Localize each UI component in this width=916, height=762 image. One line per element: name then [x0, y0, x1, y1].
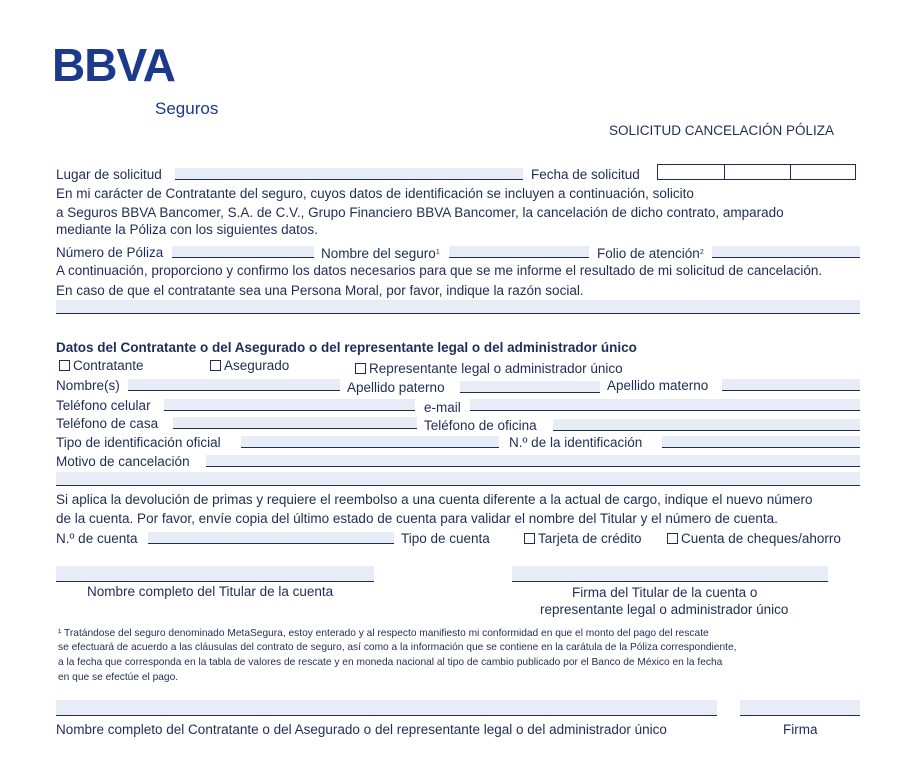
motivo-field-line2[interactable]: [56, 472, 860, 486]
asegurado-option-label: Asegurado: [224, 358, 290, 373]
proporciono-line: A continuación, proporciono y confirmo los datos necesarios para que se me informe el resultado de mi solicitud de cancelación.: [56, 263, 823, 278]
firma-field[interactable]: [740, 700, 860, 716]
fecha-label: Fecha de solicitud: [531, 167, 640, 182]
num-cuenta-label: N.º de cuenta: [56, 531, 138, 546]
nombres-field[interactable]: [128, 379, 340, 391]
tarjeta-checkbox[interactable]: [524, 533, 535, 544]
tel-celular-field[interactable]: [164, 399, 415, 411]
tel-celular-label: Teléfono celular: [56, 398, 151, 413]
intro-line-1: En mi carácter de Contratante del seguro, cuyos datos de identificación se incluyen a continuación, solicito: [56, 186, 694, 201]
email-field[interactable]: [470, 399, 860, 411]
tipo-cuenta-label: Tipo de cuenta: [401, 531, 490, 546]
tipo-id-field[interactable]: [241, 436, 499, 448]
poliza-label: Número de Póliza: [56, 245, 164, 260]
firma-label: Firma: [783, 722, 818, 737]
footnote-line-2: se efectuará de acuerdo a las cláusulas del contrato de seguro, así como a la información que se contiene en la carátula de la Póliza correspondiente,: [58, 642, 737, 653]
contratante-nombre-field[interactable]: [56, 700, 717, 716]
representante-checkbox[interactable]: [355, 363, 366, 374]
contratante-checkbox[interactable]: [59, 360, 70, 371]
tel-casa-label: Teléfono de casa: [56, 416, 159, 431]
section-title: Datos del Contratante o del Asegurado o del representante legal o del administrador único: [56, 340, 637, 355]
footnote-line-1: ¹ Tratándose del seguro denominado MetaSegura, estoy enterado y al respecto manifiesto mi conformidad en que el monto del pago del rescate: [58, 628, 709, 639]
folio-field[interactable]: [712, 246, 860, 258]
firma-titular-line-1: Firma del Titular de la cuenta o: [572, 585, 758, 600]
representante-option-label: Representante legal o administrador único: [369, 361, 623, 376]
nombre-seguro-label: Nombre del seguro$^1$: [321, 246, 440, 261]
opt-asegurado[interactable]: [210, 358, 289, 374]
fecha-box-divider: [790, 165, 791, 179]
tel-casa-field[interactable]: [173, 417, 417, 429]
firma-titular-field[interactable]: [512, 566, 828, 582]
num-cuenta-field[interactable]: [148, 532, 394, 544]
apellido-paterno-label: Apellido paterno: [347, 380, 445, 395]
opt-representante[interactable]: [355, 361, 623, 377]
firma-titular-line-2: representante legal o administrador único: [540, 602, 789, 617]
razon-social-field[interactable]: [56, 300, 860, 314]
opt-cheques[interactable]: [667, 531, 841, 547]
apellido-paterno-field[interactable]: [460, 381, 600, 393]
titular-nombre-field[interactable]: [56, 566, 374, 582]
devolucion-line-2: de la cuenta. Por favor, envíe copia del último estado de cuenta para validar el nombre del Titular y el número de cuenta.: [56, 511, 778, 526]
tel-oficina-label: Teléfono de oficina: [424, 418, 537, 433]
nombre-seguro-sup: 1: [435, 249, 440, 256]
tel-oficina-field[interactable]: [553, 419, 860, 431]
intro-line-2: a Seguros BBVA Bancomer, S.A. de C.V., Grupo Financiero BBVA Bancomer, la cancelación de dicho contrato, amparado: [56, 205, 784, 220]
logo-subtitle: Seguros: [155, 99, 219, 118]
devolucion-line-1: Si aplica la devolución de primas y requiere el reembolso a una cuenta diferente a la actual de cargo, indique el nuevo número: [56, 492, 813, 507]
motivo-field[interactable]: [206, 455, 860, 467]
email-label: e-mail: [424, 400, 461, 415]
asegurado-checkbox[interactable]: [210, 360, 221, 371]
fecha-boxes[interactable]: [657, 164, 856, 180]
logo-text: BBVA: [52, 39, 175, 91]
poliza-field[interactable]: [172, 246, 314, 258]
nombre-seguro-field[interactable]: [449, 246, 589, 258]
cheques-checkbox[interactable]: [667, 533, 678, 544]
folio-label: Folio de atención$^2$: [597, 246, 704, 261]
tarjeta-option-label: Tarjeta de crédito: [538, 531, 642, 546]
contratante-option-label: Contratante: [73, 358, 144, 373]
footnote-line-3: a la fecha que corresponda en la tabla de valores de rescate y en moneda nacional al tipo de cambio publicado por el Banco de México en la fecha: [58, 657, 723, 668]
opt-tarjeta[interactable]: [524, 531, 642, 547]
persona-moral-line: En caso de que el contratante sea una Persona Moral, por favor, indique la razón social.: [56, 283, 584, 298]
titular-nombre-label: Nombre completo del Titular de la cuenta: [87, 584, 334, 599]
bbva-logo: [52, 38, 175, 92]
tipo-id-label: Tipo de identificación oficial: [56, 435, 221, 450]
lugar-field[interactable]: [175, 168, 523, 180]
nombres-label: Nombre(s): [56, 378, 120, 393]
folio-sup: 2: [699, 249, 704, 256]
form-title: SOLICITUD CANCELACIÓN PÓLIZA: [609, 123, 835, 138]
lugar-label: Lugar de solicitud: [56, 167, 162, 182]
cheques-option-label: Cuenta de cheques/ahorro: [681, 531, 841, 546]
opt-contratante[interactable]: [59, 358, 144, 374]
intro-line-3: mediante la Póliza con los siguientes datos.: [56, 222, 318, 237]
motivo-label: Motivo de cancelación: [56, 454, 190, 469]
apellido-materno-field[interactable]: [722, 379, 860, 391]
num-id-field[interactable]: [662, 436, 860, 448]
fecha-box-divider: [724, 165, 725, 179]
contratante-nombre-label: Nombre completo del Contratante o del Asegurado o del representante legal o del administrador único: [56, 722, 667, 737]
footnote-line-4: en que se efectúe el pago.: [58, 672, 179, 683]
apellido-materno-label: Apellido materno: [607, 378, 709, 393]
num-id-label: N.º de la identificación: [509, 435, 643, 450]
